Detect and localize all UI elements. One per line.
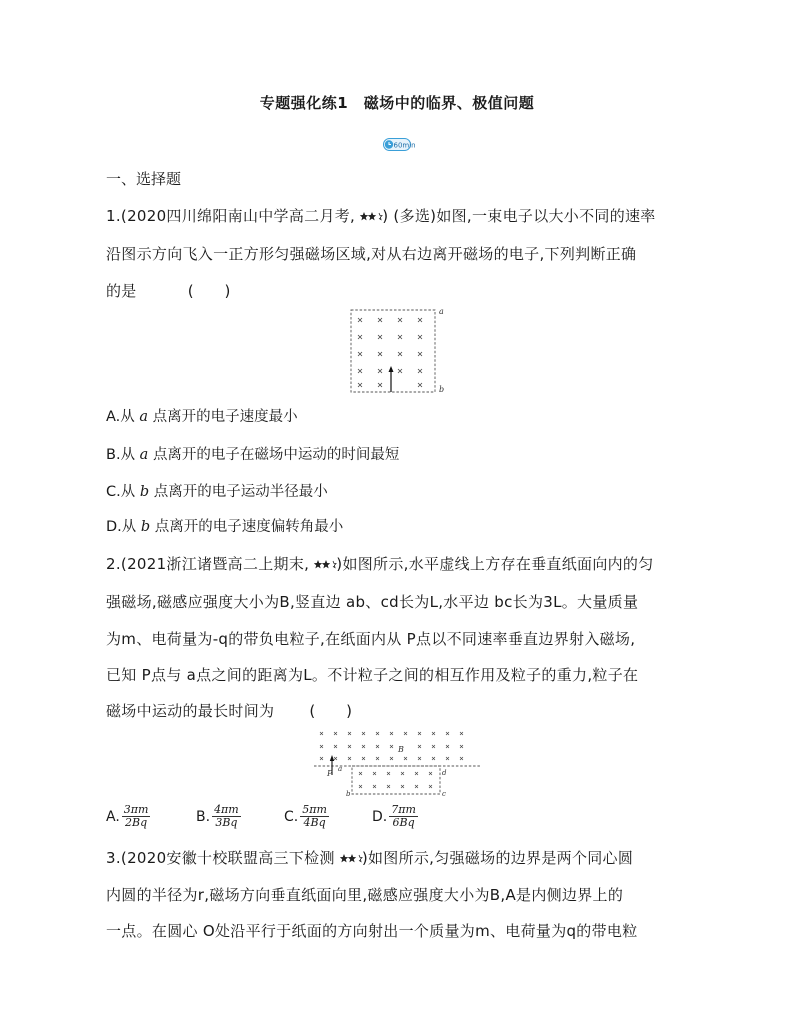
answer-bracket: ( ) — [187, 282, 231, 300]
fig2-label-a: a — [338, 765, 343, 773]
fig2-label-B: B — [398, 745, 404, 754]
q3-source: 3.(2020安徽十校联盟高三下检测 — [106, 849, 335, 867]
q2-option-c: C. $\frac{5\pi m}{4Bq}$ — [284, 803, 327, 829]
q1-option-d: D.从 b 点离开的电子速度偏转角最小 — [106, 519, 344, 535]
fig2-label-c: c — [442, 790, 446, 798]
q2-line-4: 已知 P点与 a点之间的距离为L。不计粒子之间的相互作用及粒子的重力,粒子在 — [106, 666, 639, 684]
field-free-box — [352, 766, 440, 794]
q3-line-3: 一点。在圆心 O处沿平行于纸面的方向射出一个质量为m、电荷量为q的带电粒 — [106, 922, 638, 940]
page-title: 专题强化练1 磁场中的临界、极值问题 — [259, 94, 535, 112]
q1-tag: (多选)如图,一束电子以大小不同的速率 — [393, 207, 656, 225]
q2-line-3: 为m、电荷量为-q的带负电粒子,在纸面内从 P点以不同速率垂直边界射入磁场, — [106, 630, 636, 648]
q3-line-1: 3.(2020安徽十校联盟高三下检测 )如图所示,匀强磁场的边界是两个同心圆 — [106, 849, 634, 867]
fig1-label-b: b — [439, 385, 445, 394]
difficulty-stars-icon — [360, 211, 382, 222]
q1-line-1: 1.(2020四川绵阳南山中学高二月考, ) (多选)如图,一束电子以大小不同的速率 — [106, 207, 656, 225]
fig1-label-a: a — [439, 307, 444, 316]
fig2-label-b: b — [346, 790, 351, 798]
q3-line-2: 内圆的半径为r,磁场方向垂直纸面向里,磁感应强度大小为B,A是内侧边界上的 — [106, 886, 624, 904]
time-badge-label: 60min — [393, 141, 416, 150]
q2-figure-field-boundary — [312, 728, 482, 800]
q2-option-b: B. $\frac{4\pi m}{3Bq}$ — [196, 803, 239, 829]
magnetic-field-crosses — [320, 732, 463, 788]
time-badge — [383, 138, 416, 151]
q1-option-a: A.从 a 点离开的电子速度最小 — [106, 409, 298, 425]
q1-source: 1.(2020四川绵阳南山中学高二月考, — [106, 207, 356, 225]
q1-option-c: C.从 b 点离开的电子运动半径最小 — [106, 484, 328, 500]
q2-line-2: 强磁场,磁感应强度大小为B,竖直边 ab、cd长为L,水平边 bc长为3L。大量质量 — [106, 593, 639, 611]
q1-line-2: 沿图示方向飞入一正方形匀强磁场区域,对从右边离开磁场的电子,下列判断正确 — [106, 245, 637, 263]
fig2-label-d: d — [442, 769, 447, 777]
q2-line-5-text: 磁场中运动的最长时间为 — [106, 702, 275, 720]
fig2-label-P: P — [327, 769, 333, 778]
q1-figure-square-field — [345, 306, 451, 396]
q1-line-3-text: 的是 — [106, 282, 137, 300]
difficulty-stars-icon — [314, 559, 336, 570]
section-heading: 一、选择题 — [106, 170, 182, 188]
q2-line-1: 2.(2021浙江诸暨高二上期末, )如图所示,水平虚线上方存在垂直纸面向内的匀 — [106, 555, 654, 573]
q1-line-3 — [106, 280, 231, 301]
q2-option-a: A. $\frac{3\pi m}{2Bq}$ — [106, 803, 149, 829]
q2-option-d: D. $\frac{7\pi m}{6Bq}$ — [372, 803, 416, 829]
q2-source: 2.(2021浙江诸暨高二上期末, — [106, 555, 310, 573]
difficulty-stars-icon — [340, 853, 362, 864]
magnetic-field-crosses — [358, 318, 422, 387]
q2-line-5 — [106, 700, 352, 721]
q1-option-b: B.从 a 点离开的电子在磁场中运动的时间最短 — [106, 447, 400, 463]
answer-bracket: ( ) — [309, 702, 353, 720]
